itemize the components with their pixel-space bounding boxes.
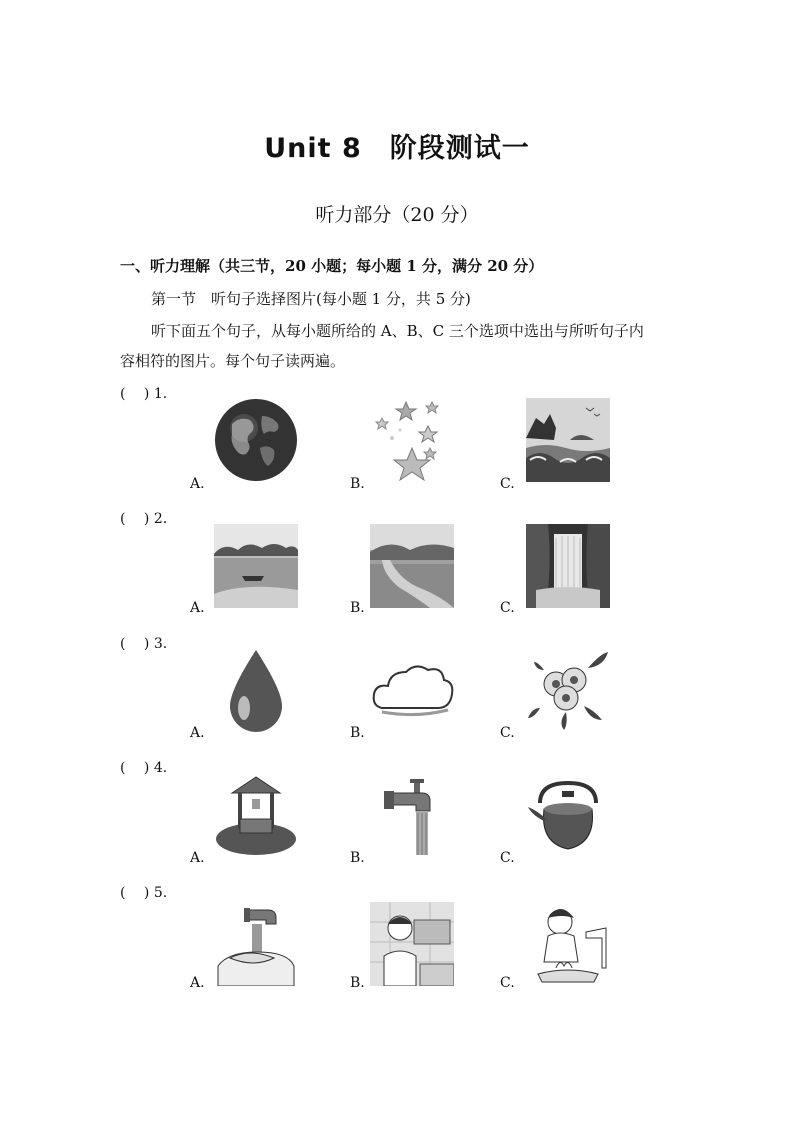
running-tap-image — [370, 773, 454, 857]
section-heading: 一、听力理解（共三节，20 小题；每小题 1 分，满分 20 分） — [120, 257, 544, 275]
question-number: ( ) 1. — [120, 386, 168, 402]
waterfall-image — [526, 524, 610, 608]
option-label: B. — [350, 850, 365, 866]
option-label: B. — [350, 725, 365, 741]
kettle-image — [526, 773, 610, 857]
option-label: A. — [190, 850, 205, 866]
instruction-line: 听下面五个句子，从每小题所给的 A、B、C 三个选项中选出与所听句子内 — [151, 322, 644, 340]
option-label: A. — [190, 725, 205, 741]
sea-waves-image — [526, 398, 610, 482]
question-number: ( ) 4. — [120, 760, 168, 776]
water-well-image — [214, 773, 298, 857]
part-title: 第一节 听句子选择图片(每小题 1 分，共 5 分) — [151, 290, 471, 308]
question-number: ( ) 5. — [120, 885, 168, 901]
washing-hands-image — [214, 902, 298, 986]
page-title: Unit 8 阶段测试一 — [264, 133, 530, 164]
water-drop-image — [214, 648, 298, 732]
option-label: A. — [190, 975, 205, 991]
instruction-line: 容相符的图片。每个句子读两遍。 — [120, 352, 346, 370]
option-label: C. — [500, 975, 515, 991]
earth-globe-image — [214, 398, 298, 482]
option-label: B. — [350, 476, 365, 492]
option-label: C. — [500, 850, 515, 866]
lake-with-boat-image — [214, 524, 298, 608]
option-label: B. — [350, 975, 365, 991]
question-number: ( ) 2. — [120, 511, 168, 527]
stars-image — [370, 398, 454, 482]
boy-brushing-teeth-image — [370, 902, 454, 986]
option-label: A. — [190, 600, 205, 616]
girl-watering-plant-image — [526, 902, 610, 986]
cloud-image — [370, 648, 454, 732]
option-label: C. — [500, 600, 515, 616]
option-label: A. — [190, 476, 205, 492]
option-label: B. — [350, 600, 365, 616]
flowers-image — [526, 648, 610, 732]
option-label: C. — [500, 476, 515, 492]
option-label: C. — [500, 725, 515, 741]
river-valley-image — [370, 524, 454, 608]
question-number: ( ) 3. — [120, 636, 168, 652]
page-subtitle: 听力部分（20 分） — [315, 204, 479, 226]
